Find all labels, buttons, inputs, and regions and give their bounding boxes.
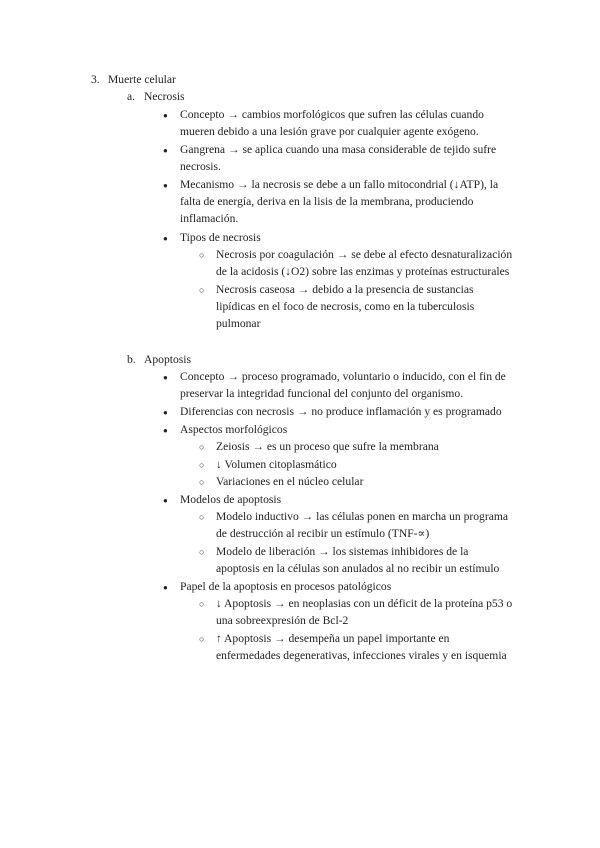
- sub-bullet-marker: ○: [199, 599, 205, 609]
- bullet-marker: ●: [163, 583, 168, 592]
- sub-bullet-marker: ○: [199, 477, 205, 487]
- necrosis-mecanismo-line-1: Mecanismo → la necrosis se debe a un fallo mitocondrial (↓ATP), la: [180, 178, 499, 191]
- section-number: 3.: [91, 73, 100, 86]
- aspectos-item-volumen: ↓ Volumen citoplasmático: [216, 458, 337, 471]
- bullet-marker: ●: [163, 181, 168, 190]
- subsection-title-apoptosis: Apoptosis: [144, 353, 192, 366]
- apoptosis-papel-title: Papel de la apoptosis en procesos patológicos: [180, 580, 392, 593]
- necrosis-caseosa-line-2: lipídicas en el foco de necrosis, como en la tuberculosis: [216, 300, 475, 313]
- subsection-letter-a: a.: [127, 90, 136, 103]
- necrosis-coagulacion-line-2: de la acidosis (↓O2) sobre las enzimas y proteínas estructurales: [216, 265, 510, 278]
- modelo-inductivo-line-1: Modelo inductivo → las células ponen en marcha un programa: [216, 510, 509, 523]
- sub-bullet-marker: ○: [199, 547, 205, 557]
- section-title: Muerte celular: [108, 73, 176, 86]
- bullet-marker: ●: [163, 146, 168, 155]
- subsection-letter-b: b.: [127, 353, 136, 366]
- apoptosis-concepto-line-1: Concepto → proceso programado, voluntario o inducido, con el fin de: [180, 370, 506, 383]
- bullet-marker: ●: [163, 373, 168, 382]
- modelo-liberacion-line-2: apoptosis en la células son anulados al no recibir un estímulo: [216, 562, 500, 575]
- bullet-marker: ●: [163, 496, 168, 505]
- sub-bullet-marker: ○: [199, 634, 205, 644]
- papel-aumentada-line-2: enfermedades degenerativas, infecciones virales y en isquemia: [216, 649, 507, 662]
- bullet-marker: ●: [163, 111, 168, 120]
- sub-bullet-marker: ○: [199, 250, 205, 260]
- papel-aumentada-line-1: ↑ Apoptosis → desempeña un papel importante en: [216, 632, 450, 645]
- bullet-marker: ●: [163, 408, 168, 417]
- bullet-marker: ●: [163, 234, 168, 243]
- necrosis-caseosa-line-3: pulmonar: [216, 317, 261, 330]
- aspectos-item-zeiosis: Zeiosis → es un proceso que sufre la membrana: [216, 440, 439, 453]
- papel-disminuida-line-1: ↓ Apoptosis → en neoplasias con un déficit de la proteína p53 o: [216, 597, 513, 610]
- subsection-title-necrosis: Necrosis: [144, 90, 185, 103]
- apoptosis-diferencias: Diferencias con necrosis → no produce inflamación y es programado: [180, 405, 502, 418]
- necrosis-concepto-line-2: mueren debido a una lesión grave por cualquier agente exógeno.: [180, 125, 479, 138]
- necrosis-gangrena-line-1: Gangrena → se aplica cuando una masa considerable de tejido sufre: [180, 143, 497, 156]
- sub-bullet-marker: ○: [199, 460, 205, 470]
- apoptosis-aspectos-title: Aspectos morfológicos: [180, 423, 288, 436]
- sub-bullet-marker: ○: [199, 442, 205, 452]
- necrosis-mecanismo-line-2: falta de energía, deriva en la lisis de la membrana, produciendo: [180, 195, 474, 208]
- sub-bullet-marker: ○: [199, 285, 205, 295]
- modelo-liberacion-line-1: Modelo de liberación → los sistemas inhibidores de la: [216, 545, 469, 558]
- apoptosis-concepto-line-2: preservar la integridad funcional del conjunto del organismo.: [180, 387, 464, 400]
- necrosis-tipos-title: Tipos de necrosis: [180, 231, 261, 244]
- apoptosis-modelos-title: Modelos de apoptosis: [180, 493, 282, 506]
- necrosis-gangrena-line-2: necrosis.: [180, 160, 221, 173]
- papel-disminuida-line-2: una sobreexpresión de Bcl-2: [216, 614, 349, 627]
- necrosis-coagulacion-line-1: Necrosis por coagulación → se debe al efecto desnaturalización: [216, 248, 513, 261]
- necrosis-caseosa-line-1: Necrosis caseosa → debido a la presencia de sustancias: [216, 283, 474, 296]
- aspectos-item-nucleo: Variaciones en el núcleo celular: [216, 475, 364, 488]
- modelo-inductivo-line-2: de destrucción al recibir un estímulo (TNF-∝): [216, 527, 430, 540]
- necrosis-mecanismo-line-3: inflamación.: [180, 212, 239, 225]
- sub-bullet-marker: ○: [199, 512, 205, 522]
- bullet-marker: ●: [163, 426, 168, 435]
- necrosis-concepto-line-1: Concepto → cambios morfológicos que sufren las células cuando: [180, 108, 484, 121]
